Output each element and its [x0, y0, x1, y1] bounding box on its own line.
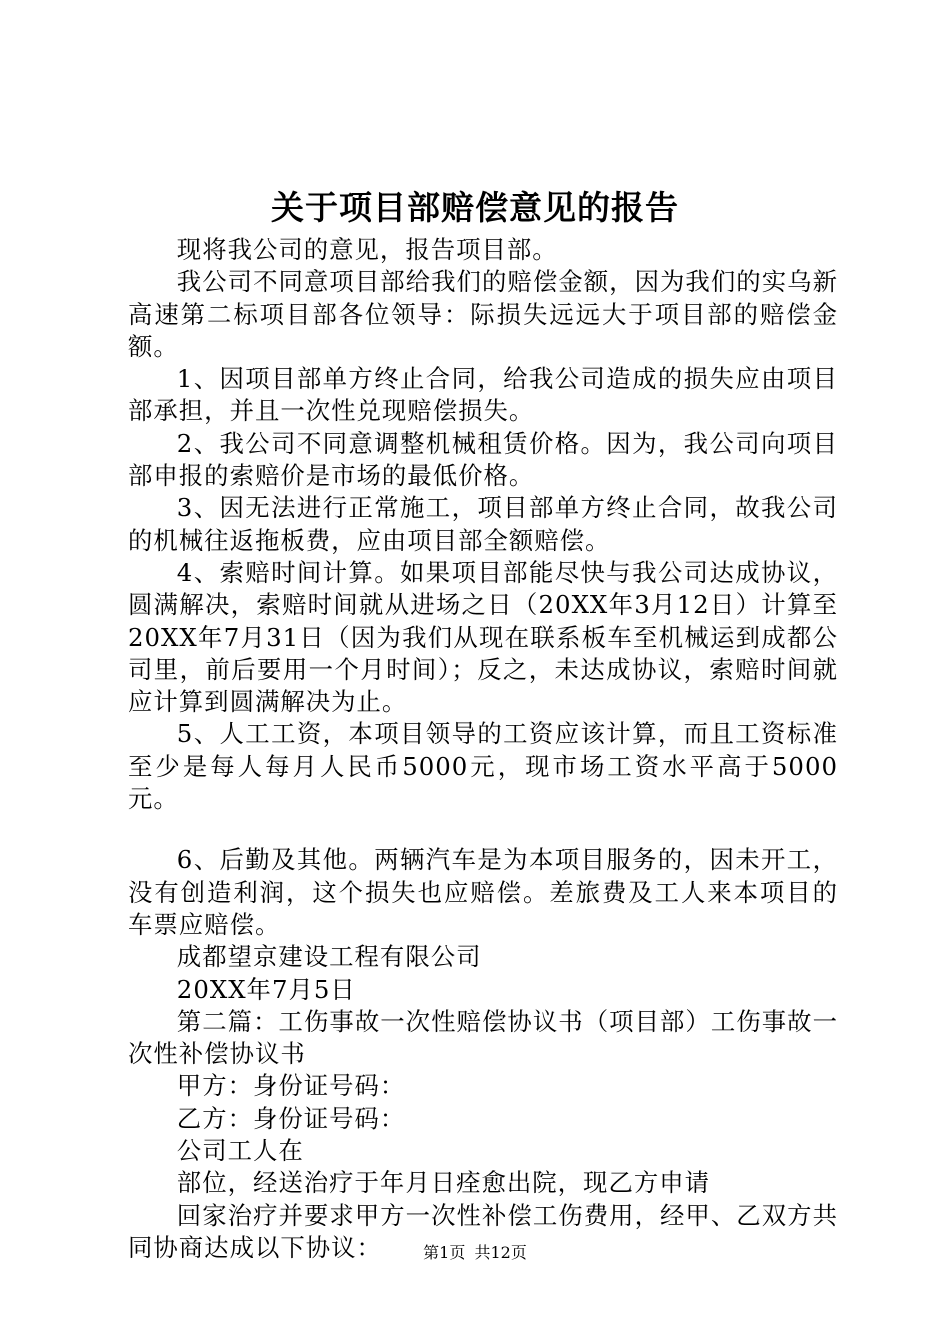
page-number: 第1页	[423, 1243, 466, 1262]
paragraph: 现将我公司的意见，报告项目部。	[176, 235, 558, 264]
paragraph: 2、我公司不同意调整机械租赁价格。因为，我公司向项目部申报的索赔价是市场的最低价格。	[128, 428, 838, 491]
company-signature: 成都望京建设工程有限公司	[176, 942, 482, 972]
paragraph: 公司工人在	[176, 1136, 304, 1166]
paragraph: 我公司不同意项目部给我们的赔偿金额，因为我们的实乌新高速第二标项目部各位领导：际损失远远大于项目部的赔偿金额。	[128, 267, 838, 361]
paragraph: 回家治疗并要求甲方一次性补偿工伤费用，经甲、乙双方共同协商达成以下协议：	[128, 1200, 838, 1262]
document-title: 关于项目部赔偿意见的报告	[271, 188, 679, 227]
party-b-line: 乙方：身份证号码：	[176, 1103, 406, 1133]
signature-date: 20XX年7月5日	[176, 974, 356, 1004]
paragraph: 3、因无法进行正常施工，项目部单方终止合同，故我公司的机械往返拖板费，应由项目部全额赔偿。	[128, 493, 838, 555]
paragraph: 6、后勤及其他。两辆汽车是为本项目服务的，因未开工，没有创造利润，这个损失也应赔偿。差旅费及工人来本项目的车票应赔偿。	[128, 845, 838, 939]
party-a-line: 甲方：身份证号码：	[176, 1071, 406, 1101]
document-body	[128, 234, 838, 1264]
paragraph: 部位，经送治疗于年月日痊愈出院，现乙方申请	[176, 1168, 711, 1198]
paragraph: 5、人工工资，本项目领导的工资应该计算，而且工资标准至少是每人每月人民币5000元，现市场工资水平高于5000元。	[128, 719, 838, 814]
paragraph: 4、索赔时间计算。如果项目部能尽快与我公司达成协议，圆满解决，索赔时间就从进场之日（20XX年3月12日）计算至20XX年7月31日（因为我们从现在联系板车至机械运到成都公司里，前后要用一个月时间）；反之，未达成协议，索赔时间就应计算到圆满解决为止。	[128, 557, 838, 717]
page-total: 共12页	[474, 1243, 527, 1262]
paragraph: 1、因项目部单方终止合同，给我公司造成的损失应由项目部承担，并且一次性兑现赔偿损失。	[128, 364, 838, 426]
section-heading: 第二篇：工伤事故一次性赔偿协议书（项目部）工伤事故一次性补偿协议书	[128, 1006, 838, 1069]
page-footer	[0, 1242, 950, 1264]
